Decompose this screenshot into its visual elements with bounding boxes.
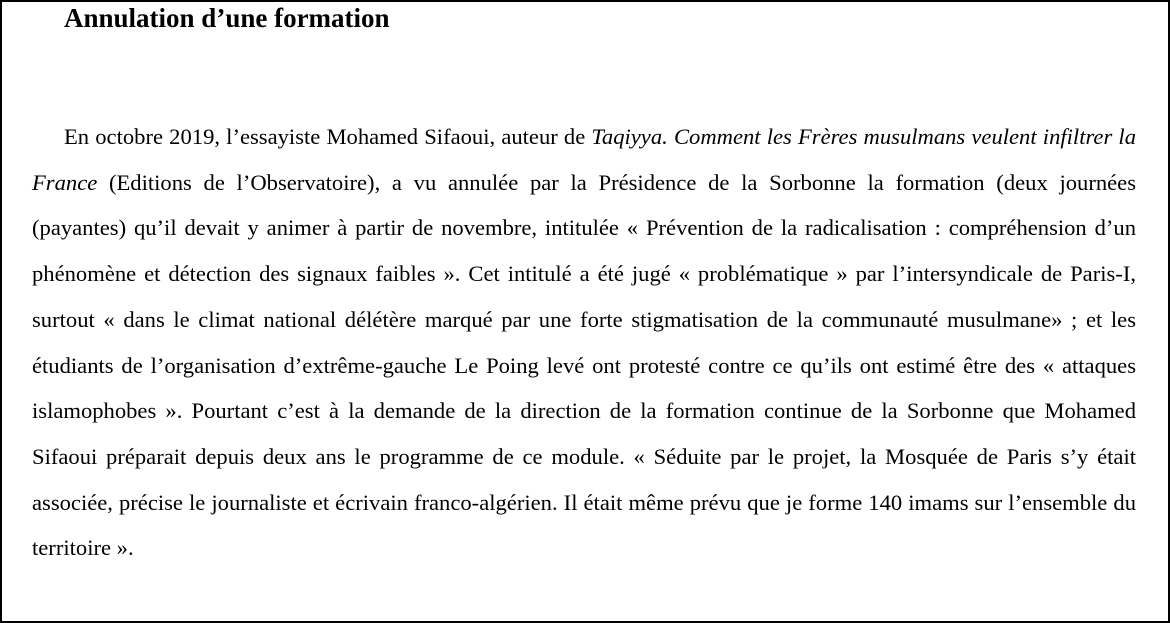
section-heading: Annulation d’une formation [64,3,390,33]
paragraph-text-main: (Editions de l’Observatoire), a vu annulée par la Présidence de la Sorbonne la formation (deux journées (payantes) qu’il devait y animer à partir de novembre, intitulée « Prévention de la radicalisation : compréhension d’un phénomène et détection des signaux faibles ». Cet intitulé a été jugé « problématique » par l’intersyndicale de Paris-I, surtout « dans le climat national délétère marqué par une forte stigmatisation de la communauté musulmane» ; et les étudiants de l’organisation d’extrême-gauche Le Poing levé ont protesté contre ce qu’ils ont estimé être des « attaques islamophobes ». Pourtant c’est à la demande de la direction de la formation continue de la Sorbonne que Mohamed Sifaoui préparait depuis deux ans le programme de ce module. « Séduite par le projet, la Mosquée de Paris s’y était associée, précise le journaliste et écrivain franco-algérien. Il était même prévu que je forme 140 imams sur l’ensemble du territoire ». [32,169,1136,561]
body-paragraph [32,114,1136,571]
book-title: Taqiyya. Comment les Frères musulmans veulent infiltrer la France [32,124,1136,195]
paragraph-text-intro: En octobre 2019, l’essayiste Mohamed Sifaoui, auteur de [64,124,592,149]
